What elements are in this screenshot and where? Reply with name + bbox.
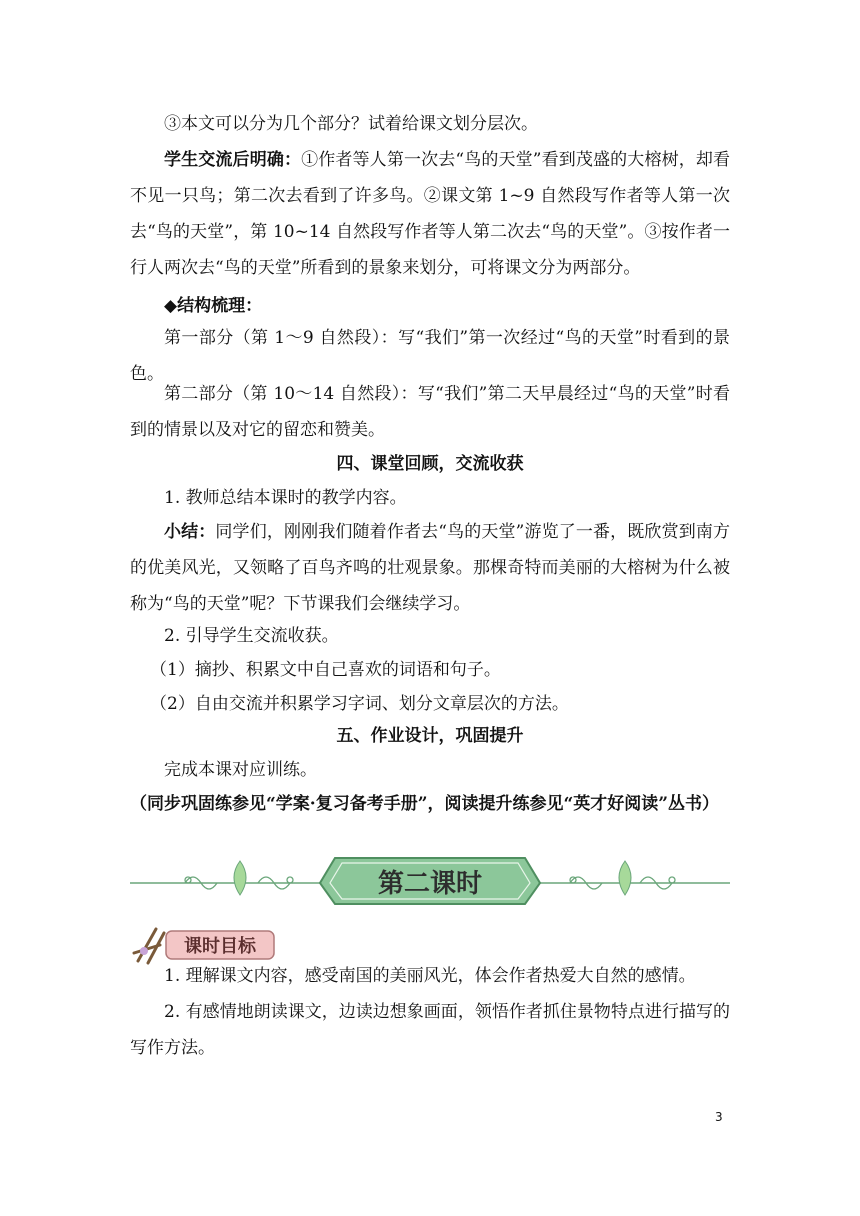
part-two-paragraph — [130, 376, 730, 448]
sub-item-2 — [130, 686, 730, 722]
objective-text: 2. 有感情地朗读课文，边读边想象画面，领悟作者抓住景物特点进行描写的写作方法。 — [130, 1002, 730, 1058]
reference-note — [130, 786, 730, 822]
question-3-paragraph — [130, 106, 730, 142]
sub-item-1 — [130, 652, 730, 688]
banner-title: 第二课时 — [377, 869, 483, 899]
label-text: 课时目标 — [184, 936, 256, 957]
guide-exchange-item — [130, 618, 730, 654]
section-heading-5 — [130, 718, 730, 754]
structure-heading — [130, 288, 730, 324]
objective-2 — [130, 994, 730, 1066]
student-answer-paragraph — [130, 142, 730, 286]
paragraph-text: 2. 引导学生交流收获。 — [164, 626, 339, 646]
section-heading-4 — [130, 446, 730, 482]
banner-ornament — [130, 850, 730, 910]
paragraph-text: ◆结构梳理： — [164, 296, 263, 316]
paragraph-text: ③本文可以分为几个部分？试着给课文划分层次。 — [164, 114, 538, 134]
summary-paragraph — [130, 514, 730, 622]
paragraph-lead: 学生交流后明确： — [164, 150, 302, 170]
paragraph-text: （同步巩固练参见“学案·复习备考手册”，阅读提升练参见“英才好阅读”丛书） — [130, 794, 720, 814]
page-number: 3 — [715, 1110, 723, 1124]
left-leaf-icon — [234, 861, 246, 895]
paragraph-text: 1. 教师总结本课时的教学内容。 — [164, 488, 407, 508]
teacher-summary-item — [130, 480, 730, 516]
paragraph-lead: 小结： — [164, 522, 216, 542]
paragraph-text: （2）自由交流并积累学习字词、划分文章层次的方法。 — [150, 694, 569, 714]
heading-text: 五、作业设计，巩固提升 — [336, 726, 524, 746]
heading-text: 四、课堂回顾，交流收获 — [336, 454, 524, 474]
paragraph-text: 第二部分（第 10～14 自然段）：写“我们”第二天早晨经过“鸟的天堂”时看到的情景以及对它的留恋和赞美。 — [130, 384, 730, 440]
homework-item — [130, 752, 730, 788]
paragraph-text: 完成本课对应训练。 — [164, 760, 317, 780]
paragraph-text: 第一部分（第 1～9 自然段）：写“我们”第一次经过“鸟的天堂”时看到的景色。 — [130, 328, 730, 384]
paragraph-text: 同学们，刚刚我们随着作者去“鸟的天堂”游览了一番，既欣赏到南方的优美风光，又领略了百鸟齐鸣的壮观景象。那棵奇特而美丽的大榕树为什么被称为“鸟的天堂”呢？下节课我们会继续学习。 — [130, 522, 730, 614]
paragraph-text: （1）摘抄、积累文中自己喜欢的词语和句子。 — [150, 660, 501, 680]
lesson-banner — [130, 850, 730, 910]
objective-1 — [130, 958, 730, 994]
flower-icon — [140, 947, 148, 955]
paragraph-text: ①作者等人第一次去“鸟的天堂”看到茂盛的大榕树，却看不见一只鸟；第二次去看到了许多鸟。②课文第 1~9 自然段写作者等人第一次去“鸟的天堂”，第 10~14 自然段写作者等人第二次去“鸟的天堂”。③按作者一行人两次去“鸟的天堂”所看到的景象来划分，可将课文分为两部分。 — [130, 150, 730, 278]
right-leaf-icon — [619, 861, 631, 895]
objective-text: 1. 理解课文内容，感受南国的美丽风光，体会作者热爱大自然的感情。 — [164, 966, 696, 986]
